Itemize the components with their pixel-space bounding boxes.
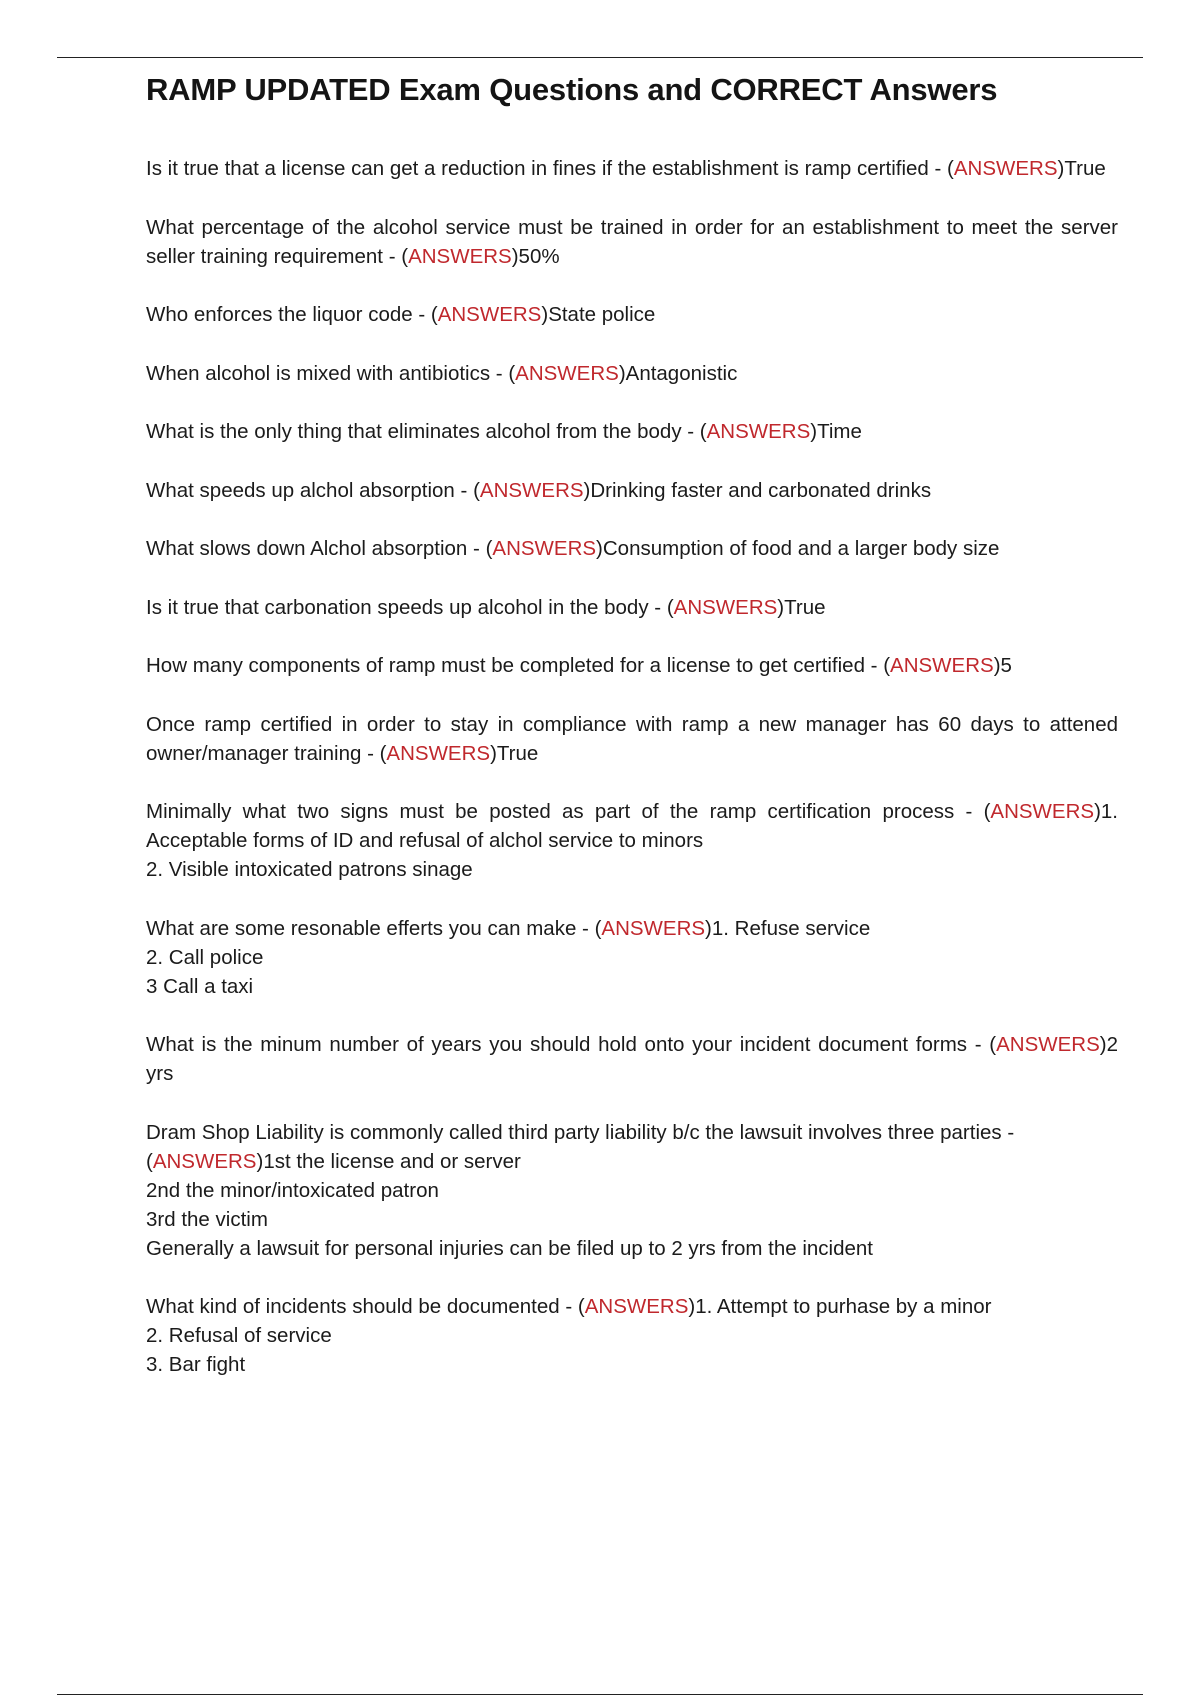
answer-marker-open: ( — [666, 595, 674, 619]
qa-item — [146, 1030, 1118, 1088]
qa-list — [146, 154, 1118, 1379]
answers-marker: ANSWERS — [990, 800, 1095, 824]
question-answer-separator: - — [467, 537, 486, 561]
answer-marker-open: ( — [699, 420, 707, 444]
question-answer-separator: - — [954, 800, 984, 824]
qa-item — [146, 213, 1118, 271]
qa-item — [146, 359, 1118, 388]
answers-marker: ANSWERS — [437, 303, 542, 327]
answer-marker-close: ) — [596, 537, 603, 561]
qa-item — [146, 154, 1118, 183]
answer-marker-open: ( — [577, 1295, 585, 1319]
question-text: Dram Shop Liability is commonly called third party liability b/c the lawsuit involves three parties — [146, 1120, 1002, 1144]
top-rule — [57, 57, 1143, 58]
answer-text: 1st the license and or server — [263, 1149, 521, 1173]
answer-marker-open: ( — [883, 654, 891, 678]
question-text: Is it true that a license can get a reduction in fines if the establishment is ramp certified — [146, 157, 929, 181]
question-answer-separator: - — [576, 916, 595, 940]
qa-item — [146, 797, 1118, 884]
qa-item — [146, 1292, 1118, 1379]
answer-marker-open: ( — [989, 1033, 997, 1057]
question-text: What percentage of the alcohol service must be trained in order for an establishment to meet the server seller training requirement — [146, 215, 1118, 268]
answer-marker-close: ) — [511, 244, 519, 268]
question-text: Is it true that carbonation speeds up alcohol in the body — [146, 595, 649, 619]
answer-marker-close: ) — [777, 595, 785, 619]
answer-text: State police — [548, 303, 656, 327]
answer-text: 5 — [1000, 654, 1012, 678]
question-text: What speeds up alchol absorption — [146, 478, 455, 502]
question-text: How many components of ramp must be completed for a license to get certified — [146, 654, 865, 678]
answer-marker-close: ) — [1094, 800, 1101, 824]
answer-line: 2. Call police — [146, 945, 264, 969]
question-text: When alcohol is mixed with antibiotics — [146, 361, 491, 385]
answer-marker-close: ) — [490, 741, 497, 765]
answers-marker: ANSWERS — [890, 654, 994, 678]
question-text: Minimally what two signs must be posted as part of the ramp certification process — [146, 800, 955, 824]
answer-marker-close: ) — [618, 361, 626, 385]
answer-marker-open: ( — [947, 157, 954, 181]
bottom-rule — [57, 1694, 1143, 1695]
answer-text: 50% — [518, 244, 560, 268]
question-answer-separator: - — [412, 303, 431, 327]
question-text: What kind of incidents should be documented — [146, 1295, 560, 1319]
answer-line: 2nd the minor/intoxicated patron — [146, 1178, 439, 1202]
question-text: Who enforces the liquor code — [146, 303, 413, 327]
answers-marker: ANSWERS — [408, 244, 512, 268]
answer-marker-open: ( — [379, 741, 387, 765]
answer-marker-open: ( — [401, 244, 409, 268]
document-page — [146, 70, 1118, 1409]
answer-marker-open: ( — [146, 1149, 153, 1173]
question-answer-separator: - — [490, 361, 509, 385]
answer-text: True — [784, 595, 826, 619]
answer-text: Time — [817, 420, 862, 444]
answer-marker-close: ) — [993, 654, 1001, 678]
question-answer-separator: - — [361, 741, 380, 765]
answers-marker: ANSWERS — [479, 478, 584, 502]
answer-marker-close: ) — [1099, 1033, 1107, 1057]
answer-line: 3 Call a taxi — [146, 974, 254, 998]
question-text: Once ramp certified in order to stay in compliance with ramp a new manager has 60 days to attened owner/manager training — [146, 712, 1118, 765]
question-answer-separator: - — [383, 244, 402, 268]
answer-marker-close: ) — [583, 478, 591, 502]
answers-marker: ANSWERS — [515, 361, 619, 385]
question-text: What is the minum number of years you should hold onto your incident document forms — [146, 1033, 968, 1057]
answer-text: True — [1064, 157, 1106, 181]
answer-line: 3. Bar fight — [146, 1353, 246, 1377]
answer-marker-close: ) — [705, 916, 712, 940]
question-answer-separator: - — [648, 595, 667, 619]
answers-marker: ANSWERS — [706, 420, 811, 444]
answer-marker-close: ) — [256, 1149, 264, 1173]
answer-text: Drinking faster and carbonated drinks — [590, 478, 932, 502]
qa-item — [146, 651, 1118, 680]
answer-line: Generally a lawsuit for personal injuries can be filed up to 2 yrs from the incident — [146, 1236, 873, 1260]
question-answer-separator: - — [928, 157, 948, 181]
qa-item — [146, 593, 1118, 622]
answers-marker: ANSWERS — [152, 1149, 257, 1173]
question-answer-separator: - — [681, 420, 700, 444]
answer-marker-close: ) — [541, 303, 549, 327]
answer-marker-open: ( — [485, 537, 493, 561]
answer-marker-open: ( — [594, 916, 602, 940]
document-title: RAMP UPDATED Exam Questions and CORRECT Answers — [146, 72, 998, 107]
question-answer-separator: - — [864, 654, 884, 678]
answers-marker: ANSWERS — [996, 1033, 1100, 1057]
answer-text: 1. Attempt to purhase by a minor — [695, 1295, 992, 1319]
answer-line: 2. Refusal of service — [146, 1324, 332, 1348]
qa-item — [146, 534, 1118, 563]
answer-marker-close: ) — [688, 1295, 696, 1319]
answer-text: 1. Acceptable forms of ID and refusal of alchol service to minors — [146, 800, 1118, 853]
answers-marker: ANSWERS — [492, 537, 597, 561]
question-text: What is the only thing that eliminates alcohol from the body — [146, 420, 682, 444]
answer-marker-open: ( — [983, 800, 991, 824]
qa-item — [146, 476, 1118, 505]
answer-line: 2. Visible intoxicated patrons sinage — [146, 858, 473, 882]
answer-line: 3rd the victim — [146, 1207, 268, 1231]
answers-marker: ANSWERS — [953, 157, 1058, 181]
question-answer-separator: - — [454, 478, 474, 502]
question-answer-separator: - — [559, 1295, 578, 1319]
answers-marker: ANSWERS — [386, 741, 491, 765]
question-text: What are some resonable efferts you can make — [146, 916, 577, 940]
answer-marker-close: ) — [1057, 157, 1065, 181]
question-answer-separator: - — [967, 1033, 990, 1057]
answer-marker-open: ( — [508, 361, 516, 385]
answer-text: Antagonistic — [625, 361, 738, 385]
answer-text: True — [496, 741, 539, 765]
answer-marker-open: ( — [430, 303, 438, 327]
qa-item — [146, 1118, 1118, 1263]
answer-marker-close: ) — [810, 420, 818, 444]
answers-marker: ANSWERS — [584, 1295, 689, 1319]
answers-marker: ANSWERS — [601, 916, 706, 940]
qa-item — [146, 914, 1118, 1001]
question-text: What slows down Alchol absorption — [146, 537, 468, 561]
answer-text: 2 yrs — [146, 1033, 1118, 1086]
answers-marker: ANSWERS — [673, 595, 778, 619]
answer-text: 1. Refuse service — [711, 916, 871, 940]
qa-item — [146, 300, 1118, 329]
answer-marker-open: ( — [473, 478, 480, 502]
qa-item — [146, 710, 1118, 768]
qa-item — [146, 417, 1118, 446]
question-answer-separator: - — [1001, 1120, 1015, 1144]
answer-text: Consumption of food and a larger body size — [602, 537, 1000, 561]
